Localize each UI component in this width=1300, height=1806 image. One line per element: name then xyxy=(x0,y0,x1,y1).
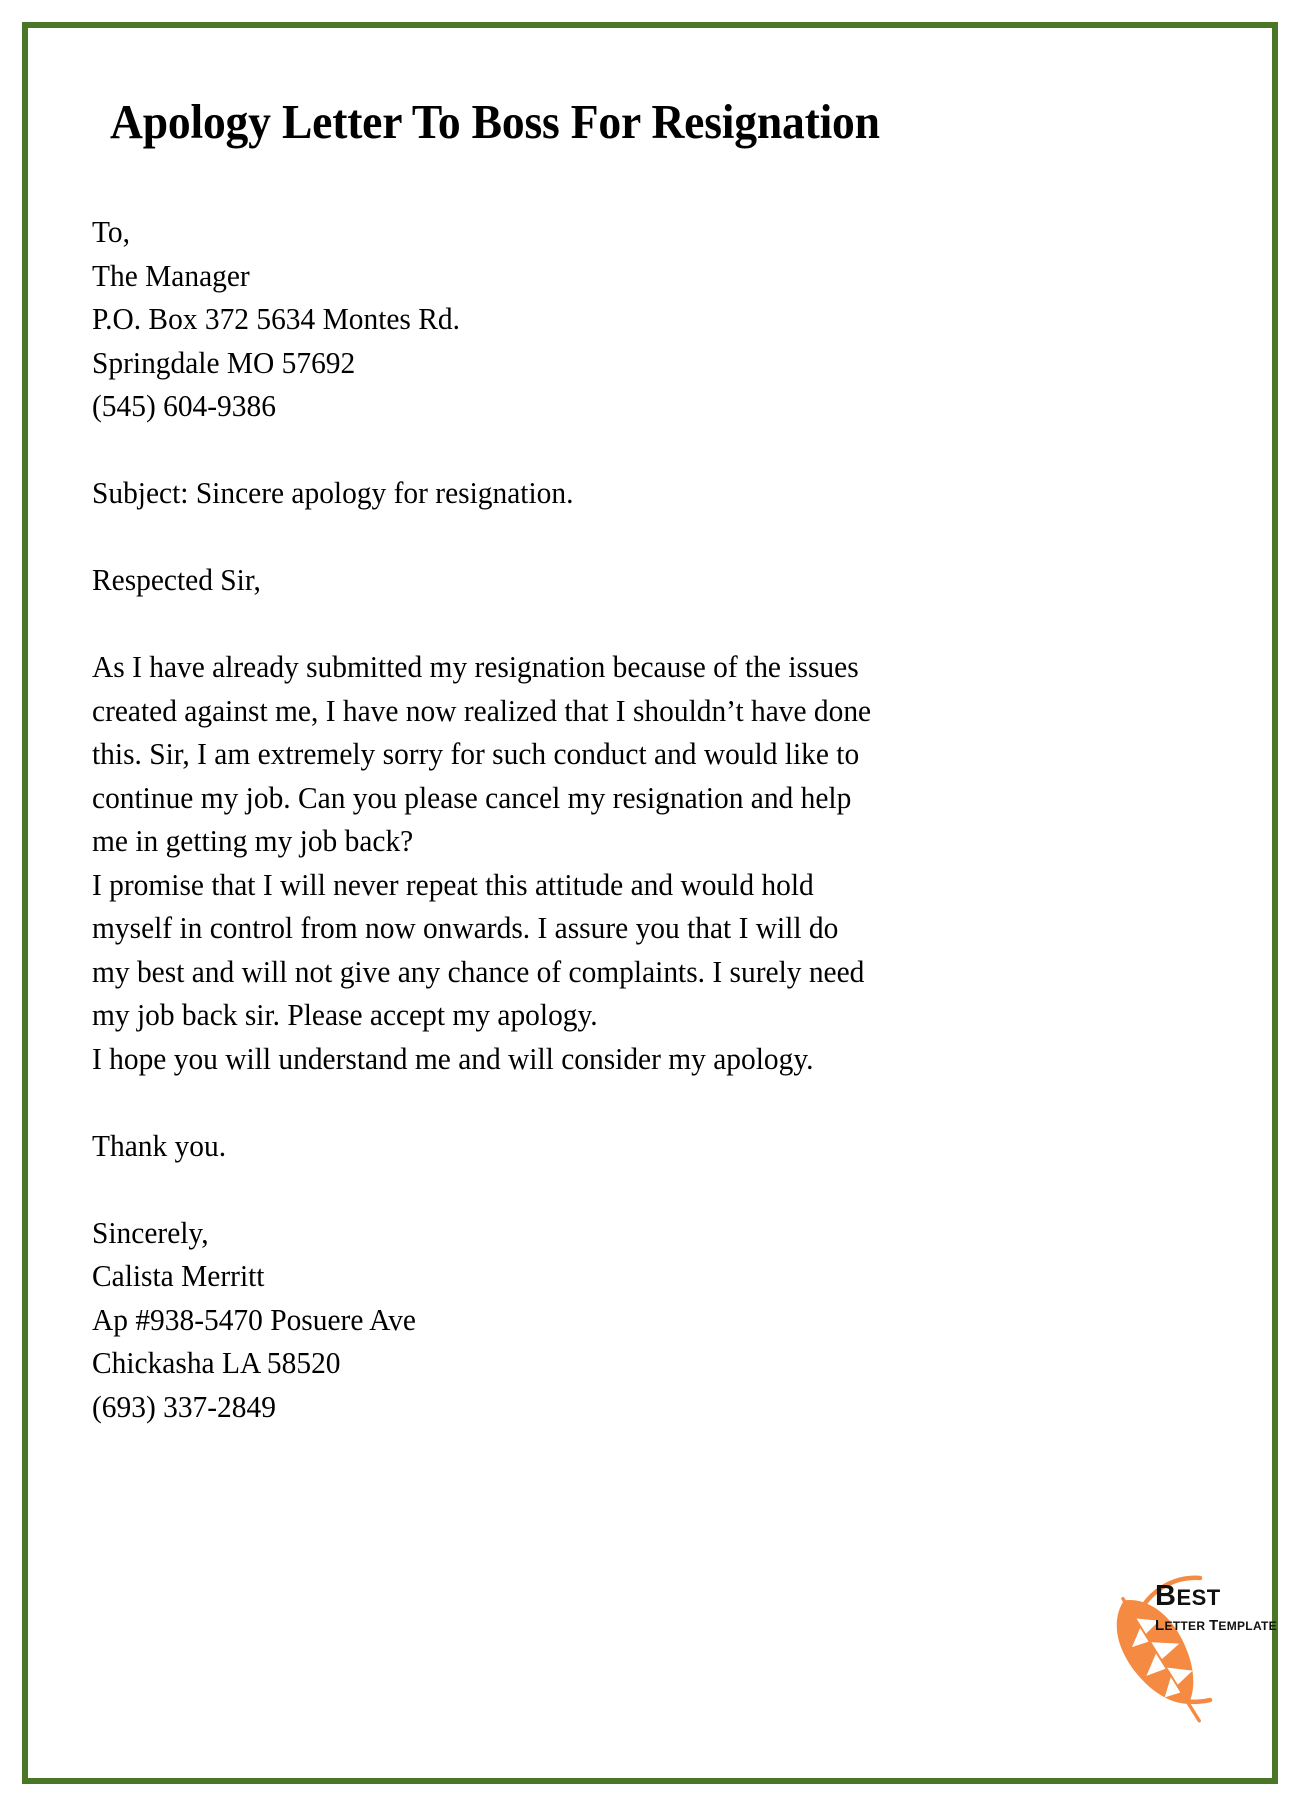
brand-tagline xyxy=(1155,1618,1277,1633)
spacer-after-subject xyxy=(92,516,1082,560)
brand-name xyxy=(1155,1582,1277,1611)
brand-name-rest: EST xyxy=(1176,1585,1221,1610)
recipient-role: The Manager xyxy=(92,258,250,293)
body-paragraph-3 xyxy=(92,1038,1082,1082)
greeting-line: Respected Sir, xyxy=(92,563,261,598)
spacer-after-greeting xyxy=(92,603,1082,647)
sender-address-line-1: Ap #938-5470 Posuere Ave xyxy=(92,1302,416,1337)
subject-block xyxy=(92,472,1082,516)
brand-name-initial: B xyxy=(1155,1580,1177,1612)
paragraph-2-line: my job back sir. Please accept my apology. xyxy=(92,998,598,1033)
paragraph-1-line: created against me, I have now realized that I shouldn’t have done xyxy=(92,693,872,728)
paragraph-1-line: continue my job. Can you please cancel my resignation and help xyxy=(92,780,852,815)
recipient-to-label: To, xyxy=(92,215,131,250)
recipient-phone: (545) 604-9386 xyxy=(92,389,276,424)
tagline-template-rest: EMPLATE xyxy=(1218,1619,1277,1633)
spacer-before-thanks xyxy=(92,1081,1082,1125)
letter-content xyxy=(92,96,1118,1429)
tagline-initial-l: L xyxy=(1155,1617,1165,1634)
thanks-block xyxy=(92,1125,1082,1169)
sender-address-line-2: Chickasha LA 58520 xyxy=(92,1346,341,1381)
body-paragraph-1 xyxy=(92,646,1082,864)
spacer-before-closing xyxy=(92,1168,1082,1212)
letter-body xyxy=(92,211,1082,1429)
body-paragraph-2 xyxy=(92,864,1082,1038)
signature-block xyxy=(92,1212,1082,1430)
thanks-line: Thank you. xyxy=(92,1128,227,1163)
page-title: Apology Letter To Boss For Resignation xyxy=(110,94,880,149)
recipient-address-line-2: Springdale MO 57692 xyxy=(92,345,356,380)
closing-line: Sincerely, xyxy=(92,1215,209,1250)
subject-line: Subject: Sincere apology for resignation. xyxy=(92,476,574,511)
recipient-block xyxy=(92,211,1082,429)
paragraph-1-line: this. Sir, I am extremely sorry for such conduct and would like to xyxy=(92,737,860,772)
paragraph-2-line: my best and will not give any chance of complaints. I surely need xyxy=(92,954,865,989)
paragraph-2-line: I promise that I will never repeat this attitude and would hold xyxy=(92,867,814,902)
tagline-letter-rest: ETTER xyxy=(1164,1619,1209,1633)
greeting-block xyxy=(92,559,1082,603)
tagline-initial-t: T xyxy=(1208,1617,1219,1634)
paragraph-2-line: myself in control from now onwards. I assure you that I will do xyxy=(92,911,839,946)
paragraph-1-line: As I have already submitted my resignation because of the issues xyxy=(92,650,859,685)
recipient-address-line-1: P.O. Box 372 5634 Montes Rd. xyxy=(92,302,460,337)
sender-name: Calista Merritt xyxy=(92,1259,265,1294)
brand-wordmark xyxy=(1155,1582,1277,1633)
paragraph-1-line: me in getting my job back? xyxy=(92,824,414,859)
sender-phone: (693) 337-2849 xyxy=(92,1389,276,1424)
paragraph-3-line: I hope you will understand me and will consider my apology. xyxy=(92,1041,814,1076)
spacer-after-recipient xyxy=(92,429,1082,473)
